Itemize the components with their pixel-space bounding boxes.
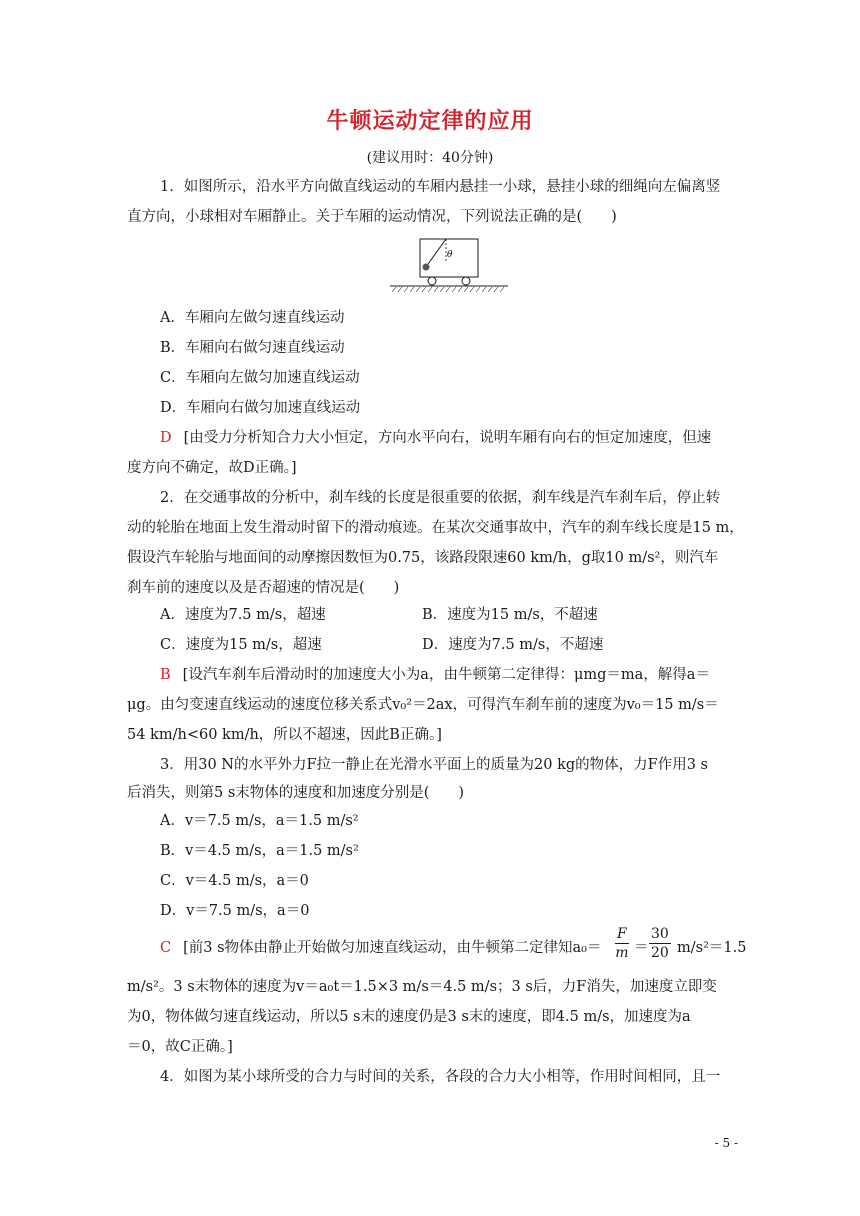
q1-stem-line2: 直方向，小球相对车厢静止。关于车厢的运动情况，下列说法正确的是( ) xyxy=(127,209,617,225)
q3-stem-line2: 后消失，则第5 s末物体的速度和加速度分别是( ) xyxy=(127,785,465,801)
q2-stem-line4: 刹车前的速度以及是否超速的情况是( ) xyxy=(127,580,400,596)
q4-stem-line1: 4．如图为某小球所受的合力与时间的关系，各段的合力大小相等，作用时间相同，且一 xyxy=(160,1069,721,1085)
q2-option-b: B．速度为15 m/s，不超速 xyxy=(422,607,598,623)
q3-explanation-line4: ＝0，故C正确。] xyxy=(127,1039,233,1055)
q1-option-c: C．车厢向左做匀加速直线运动 xyxy=(160,370,360,386)
q1-explanation-line2: 度方向不确定，故D正确。] xyxy=(127,460,297,476)
q3-fraction-f-over-m xyxy=(615,925,629,962)
page-subtitle: (建议用时：40分钟) xyxy=(366,150,494,166)
q3-frac2-numerator: 30 xyxy=(651,926,669,942)
q2-answer: B xyxy=(160,667,171,683)
q3-fraction-30-over-20 xyxy=(649,925,671,962)
q3-option-c: C．v＝4.5 m/s，a＝0 xyxy=(160,873,309,889)
q1-explanation-line1 xyxy=(160,426,711,447)
q3-frac1-numerator: F xyxy=(617,926,627,942)
q3-option-b: B．v＝4.5 m/s，a＝1.5 m/s² xyxy=(160,843,359,859)
q2-explanation-line3: 54 km/h<60 km/h，所以不超速，因此B正确。] xyxy=(127,727,442,743)
q3-explanation-line2: m/s²。3 s末物体的速度为v＝a₀t＝1.5×3 m/s＝4.5 m/s；3 s后，力F消失，加速度立即变 xyxy=(127,979,717,995)
train-car-pendulum-diagram xyxy=(388,236,510,296)
q2-option-d: D．速度为7.5 m/s，不超速 xyxy=(422,637,604,653)
q1-option-a: A．车厢向左做匀速直线运动 xyxy=(160,310,345,326)
q3-option-a: A．v＝7.5 m/s，a＝1.5 m/s² xyxy=(160,813,359,829)
q3-answer: C xyxy=(160,940,172,956)
q3-frac2-denominator: 20 xyxy=(651,945,669,961)
q1-option-d: D．车厢向右做匀加速直线运动 xyxy=(160,400,361,416)
q3-frac1-denominator: m xyxy=(615,945,629,961)
q2-stem-line1: 2．在交通事故的分析中，刹车线的长度是很重要的依据，刹车线是汽车刹车后，停止转 xyxy=(160,490,721,506)
page-title: 牛顿运动定律的应用 xyxy=(326,109,534,134)
q3-explanation-text1a: [前3 s物体由静止开始做匀加速直线运动，由牛顿第二定律知a₀＝ xyxy=(183,940,602,956)
q3-explanation-text1b: m/s²＝1.5 xyxy=(677,940,747,956)
q3-equals-sign: ＝ xyxy=(634,940,649,956)
page-number: - 5 - xyxy=(714,1136,738,1150)
q2-stem-line2: 动的轮胎在地面上发生滑动时留下的滑动痕迹。在某次交通事故中，汽车的刹车线长度是15 m， xyxy=(127,520,744,536)
q3-option-d: D．v＝7.5 m/s，a＝0 xyxy=(160,903,310,919)
q1-answer: D xyxy=(160,430,172,446)
q1-stem-line1: 1．如图所示，沿水平方向做直线运动的车厢内悬挂一小球，悬挂小球的细绳向左偏离竖 xyxy=(160,179,721,195)
q1-explanation-text1: [由受力分析知合力大小恒定，方向水平向右，说明车厢有向右的恒定加速度，但速 xyxy=(183,430,712,446)
theta-label: θ xyxy=(447,250,453,260)
q1-option-b: B．车厢向右做匀速直线运动 xyxy=(160,340,345,356)
q3-stem-line1: 3．用30 N的水平外力F拉一静止在光滑水平面上的质量为20 kg的物体，力F作用3 s xyxy=(160,757,708,773)
q3-explanation-line3: 为0，物体做匀速直线运动，所以5 s末的速度仍是3 s末的速度，即4.5 m/s，加速度为a xyxy=(127,1009,691,1025)
q2-explanation-line2: μg。由匀变速直线运动的速度位移关系式v₀²＝2ax，可得汽车刹车前的速度为v₀＝15 m/s＝ xyxy=(127,697,719,713)
q2-option-a: A．速度为7.5 m/s，超速 xyxy=(160,607,326,623)
q2-option-c: C．速度为15 m/s，超速 xyxy=(160,637,322,653)
q2-explanation-text1: [设汽车刹车后滑动时的加速度大小为a，由牛顿第二定律得：μmg＝ma，解得a＝ xyxy=(182,667,710,683)
q2-explanation-line1 xyxy=(160,663,710,684)
q3-explanation-line1 xyxy=(160,936,602,957)
q2-stem-line3: 假设汽车轮胎与地面间的动摩擦因数恒为0.75，该路段限速60 km/h，g取10 m/s²，则汽车 xyxy=(127,550,719,566)
